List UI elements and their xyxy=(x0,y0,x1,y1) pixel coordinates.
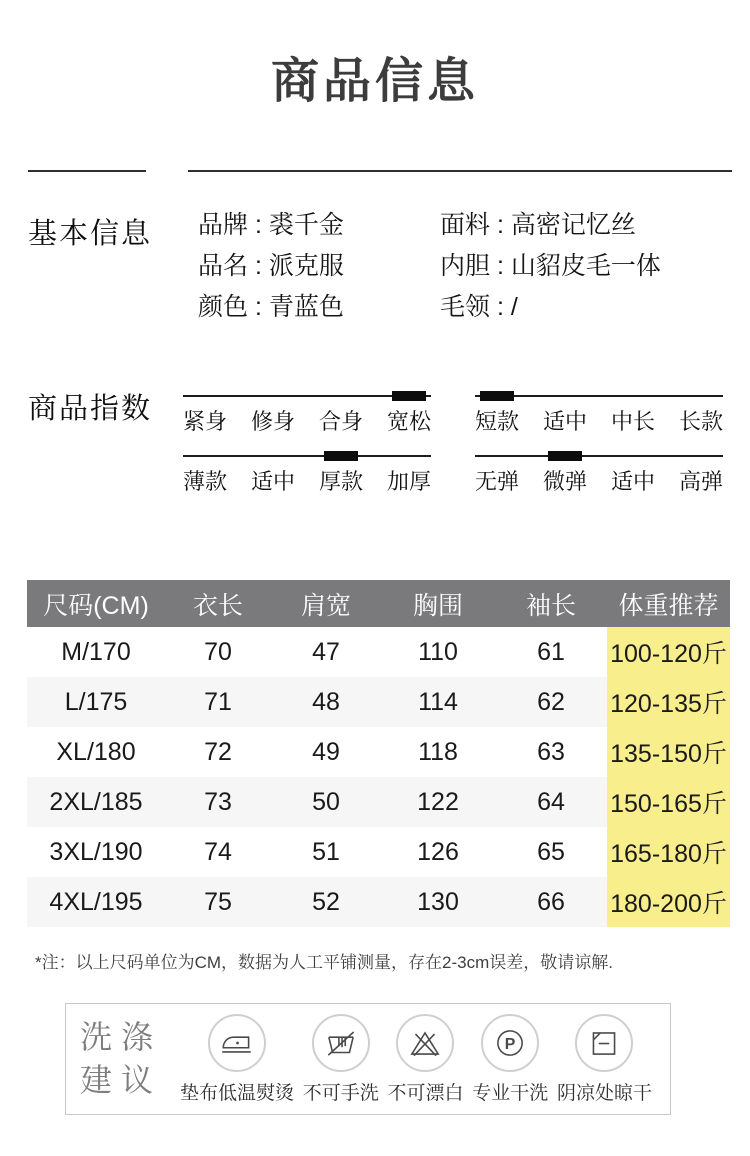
size-table-cell: 61 xyxy=(537,637,565,666)
size-table-cell: 75 xyxy=(204,887,232,916)
care-item-label: 不可手洗 xyxy=(302,1082,379,1104)
size-table-cell: 110 xyxy=(418,637,458,666)
slider-label: 微弹 xyxy=(542,469,587,494)
basic-info-column xyxy=(440,211,661,334)
size-table xyxy=(27,580,730,927)
slider-label: 适中 xyxy=(610,469,655,494)
size-table-row xyxy=(27,727,730,777)
slider-label: 无弹 xyxy=(475,469,520,494)
size-table-cell: 71 xyxy=(204,687,232,716)
product-index-heading: 商品指数 xyxy=(28,393,153,425)
slider-labels xyxy=(475,465,723,496)
size-table-cell: 114 xyxy=(418,687,458,716)
basic-info-column xyxy=(198,211,344,334)
basic-info-item: 内胆 : 山貂皮毛一体 xyxy=(440,252,661,280)
size-table-cell: 130 xyxy=(417,887,459,916)
care-item xyxy=(303,1014,379,1105)
size-table-header-cell: 胸围 xyxy=(412,591,463,620)
size-table-cell: 64 xyxy=(537,787,565,816)
slider-label: 厚款 xyxy=(318,469,363,494)
size-table-row xyxy=(27,677,730,727)
size-table-weight-cell: 180-200斤 xyxy=(607,877,730,927)
dry-clean-p-icon xyxy=(481,1014,539,1072)
size-table-cell: L/175 xyxy=(64,687,128,716)
slider-label: 适中 xyxy=(542,409,587,434)
slider-labels xyxy=(475,405,723,436)
slider-track xyxy=(475,455,723,457)
care-item xyxy=(180,1014,294,1105)
slider-label: 中长 xyxy=(610,409,655,434)
size-table-cell: 126 xyxy=(417,837,459,866)
care-item xyxy=(472,1014,548,1105)
basic-info-item: 颜色 : 青蓝色 xyxy=(198,293,344,321)
size-table-cell: 48 xyxy=(312,687,340,716)
slider-label: 修身 xyxy=(250,409,295,434)
slider-marker xyxy=(324,451,358,461)
basic-info-heading: 基本信息 xyxy=(28,218,153,250)
size-table-cell: 122 xyxy=(417,787,459,816)
product-index-sliders xyxy=(183,391,723,495)
care-instructions-box xyxy=(65,1003,671,1115)
size-table-weight-cell: 100-120斤 xyxy=(607,627,730,677)
slider-label: 短款 xyxy=(475,409,520,434)
size-table-header-cell: 衣长 xyxy=(192,591,243,620)
care-items xyxy=(180,1014,652,1105)
care-item-label: 阴凉处晾干 xyxy=(556,1082,652,1104)
slider-label: 紧身 xyxy=(183,409,228,434)
care-item-label: 垫布低温熨烫 xyxy=(180,1082,295,1104)
size-table-cell: 65 xyxy=(537,837,565,866)
size-table-header-row xyxy=(27,580,730,627)
care-item xyxy=(387,1014,463,1105)
index-slider xyxy=(475,391,723,435)
size-table-weight-cell: 120-135斤 xyxy=(607,677,730,727)
care-item-label: 专业干洗 xyxy=(472,1082,549,1104)
size-table-cell: M/170 xyxy=(61,637,131,666)
size-table-weight-cell: 135-150斤 xyxy=(607,727,730,777)
size-table-header-cell: 体重推荐 xyxy=(618,591,719,620)
slider-label: 适中 xyxy=(250,469,295,494)
size-table-cell: 3XL/190 xyxy=(49,837,143,866)
size-table-cell: 73 xyxy=(204,787,232,816)
slider-label: 合身 xyxy=(318,409,363,434)
size-table-cell: 63 xyxy=(537,737,565,766)
svg-text:P: P xyxy=(504,1035,516,1053)
slider-marker xyxy=(480,391,514,401)
size-table-cell: 74 xyxy=(204,837,232,866)
basic-info-item: 面料 : 高密记忆丝 xyxy=(440,211,636,239)
index-slider xyxy=(475,451,723,495)
size-table-cell: 52 xyxy=(312,887,340,916)
no-hand-wash-icon xyxy=(312,1014,370,1072)
shade-dry-icon xyxy=(575,1014,633,1072)
size-table-weight-cell: 150-165斤 xyxy=(607,777,730,827)
slider-track xyxy=(183,455,431,457)
size-table-weight-cell: 165-180斤 xyxy=(607,827,730,877)
size-table-cell: 70 xyxy=(204,637,232,666)
size-table-cell: 62 xyxy=(537,687,565,716)
index-slider xyxy=(183,391,431,435)
slider-marker xyxy=(392,391,426,401)
size-table-cell: 4XL/195 xyxy=(49,887,143,916)
basic-info-item: 毛领 : / xyxy=(440,293,518,321)
basic-info-item: 品牌 : 裘千金 xyxy=(198,211,344,239)
size-table-cell: XL/180 xyxy=(56,737,136,766)
divider-line-left xyxy=(28,170,146,172)
size-note: *注：以上尺码单位为CM，数据为人工平铺测量，存在2-3cm误差，敬请谅解. xyxy=(35,953,614,972)
slider-marker xyxy=(548,451,582,461)
size-table-cell: 47 xyxy=(312,637,340,666)
size-table-row xyxy=(27,827,730,877)
slider-label: 加厚 xyxy=(386,469,431,494)
basic-info-item: 品名 : 派克服 xyxy=(198,252,344,280)
slider-labels xyxy=(183,405,431,436)
size-table-header-cell: 尺码(CM) xyxy=(43,591,149,620)
size-table-header-cell: 袖长 xyxy=(525,591,576,620)
size-table-cell: 2XL/185 xyxy=(49,787,143,816)
size-table-cell: 72 xyxy=(204,737,232,766)
slider-label: 宽松 xyxy=(386,409,431,434)
slider-label: 薄款 xyxy=(183,469,228,494)
slider-label: 高弹 xyxy=(678,469,723,494)
slider-label: 长款 xyxy=(678,409,723,434)
size-table-row xyxy=(27,877,730,927)
iron-low-temp-icon xyxy=(208,1014,266,1072)
care-heading-line2: 建议 xyxy=(80,1062,163,1098)
size-table-header-cell: 肩宽 xyxy=(300,591,351,620)
care-heading xyxy=(80,1016,180,1102)
size-table-cell: 66 xyxy=(537,887,565,916)
size-table-row xyxy=(27,627,730,677)
care-item-label: 不可漂白 xyxy=(387,1082,464,1104)
size-table-cell: 51 xyxy=(312,837,340,866)
no-bleach-icon xyxy=(396,1014,454,1072)
slider-labels xyxy=(183,465,431,496)
index-slider xyxy=(183,451,431,495)
size-table-cell: 50 xyxy=(312,787,340,816)
care-heading-line1: 洗涤 xyxy=(80,1019,163,1055)
size-table-cell: 118 xyxy=(418,737,458,766)
care-item xyxy=(557,1014,652,1105)
divider-line-right xyxy=(188,170,732,172)
size-table-cell: 49 xyxy=(312,737,340,766)
basic-info-columns xyxy=(198,211,738,331)
size-table-row xyxy=(27,777,730,827)
page-title: 商品信息 xyxy=(270,55,479,108)
